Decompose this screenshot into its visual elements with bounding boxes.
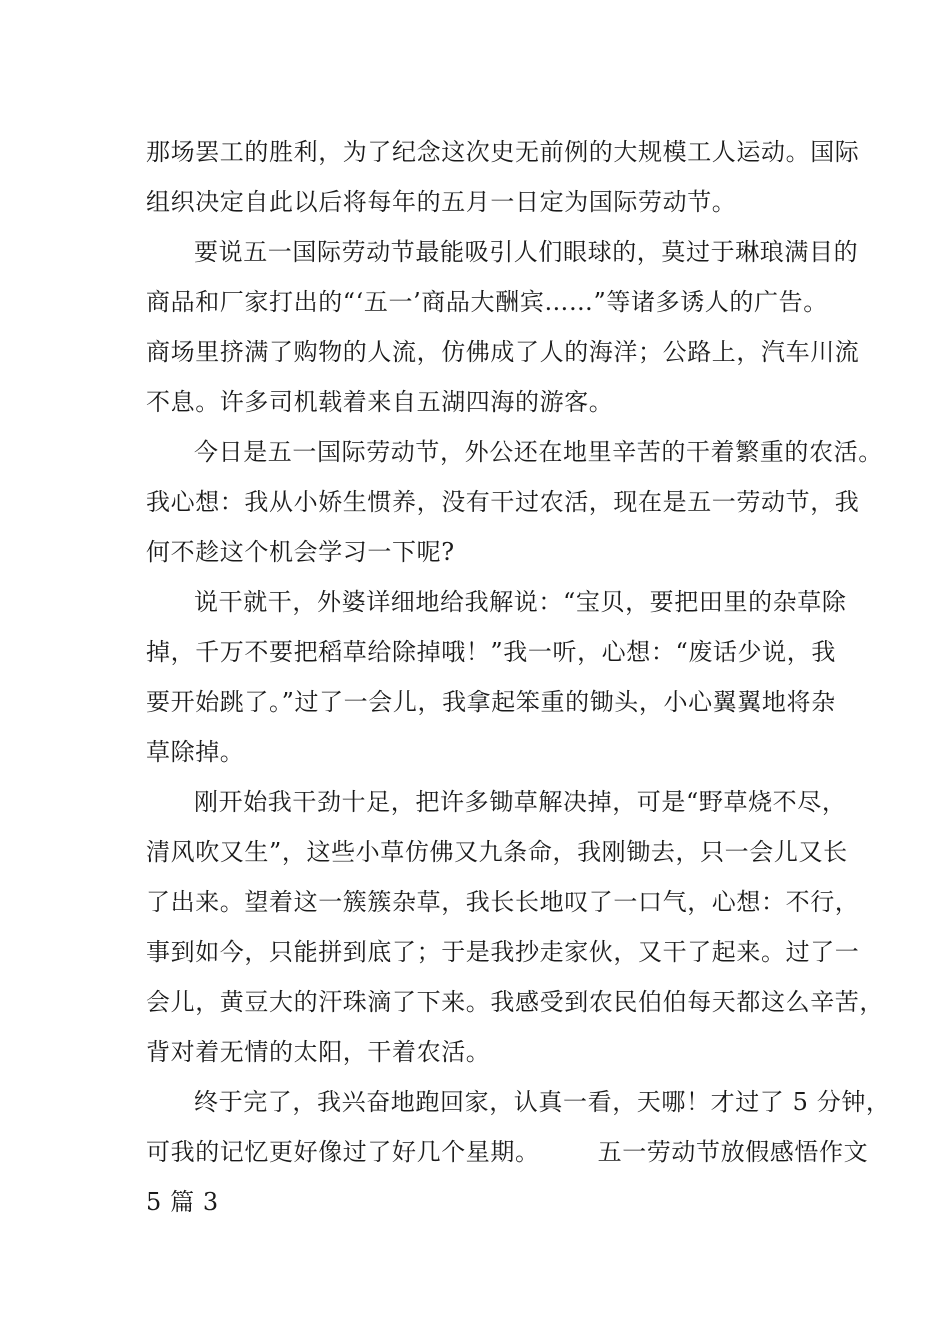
text-line: 事到如今，只能拼到底了；于是我抄走家伙，又干了起来。过了一 [146,938,860,966]
text-line: 何不趁这个机会学习一下呢? [146,538,455,566]
text-line: 清风吹又生”，这些小草仿佛又九条命，我刚锄去，只一会儿又长 [146,838,848,866]
text-line [146,1136,869,1168]
text-line: 了出来。望着这一簇簇杂草，我长长地叹了一口气，心想：不行， [146,888,860,916]
text-line: 不息。许多司机载着来自五湖四海的游客。 [146,388,614,416]
text-segment: 可我的记忆更好像过了好几个星期。 [146,1138,540,1166]
section-heading-continued: 5 篇 3 [146,1188,219,1216]
text-line: 那场罢工的胜利，为了纪念这次史无前例的大规模工人运动。国际 [146,138,860,166]
text-line: 我心想：我从小娇生惯养，没有干过农活，现在是五一劳动节，我 [146,488,860,516]
text-line: 要开始跳了。”过了一会儿，我拿起笨重的锄头，小心翼翼地将杂 [146,688,836,716]
paragraph-start-line: 刚开始我干劲十足，把许多锄草解决掉，可是“野草烧不尽， [194,788,847,816]
paragraph-start-line: 终于完了，我兴奋地跑回家，认真一看，天哪！才过了 5 分钟， [194,1088,891,1116]
text-line: 草除掉。 [146,738,245,766]
paragraph-start-line: 今日是五一国际劳动节，外公还在地里辛苦的干着繁重的农活。 [194,438,883,466]
text-line: 商场里挤满了购物的人流，仿佛成了人的海洋；公路上，汽车川流 [146,338,860,366]
text-line: 会儿，黄豆大的汗珠滴了下来。我感受到农民伯伯每天都这么辛苦， [146,988,884,1016]
text-line: 商品和厂家打出的“‘五一’商品大酬宾……”等诸多诱人的广告。 [146,288,828,316]
text-line: 背对着无情的太阳，干着农活。 [146,1038,491,1066]
paragraph-start-line: 说干就干，外婆详细地给我解说：“宝贝，要把田里的杂草除 [194,588,847,616]
text-line: 组织决定自此以后将每年的五月一日定为国际劳动节。 [146,188,737,216]
paragraph-start-line: 要说五一国际劳动节最能吸引人们眼球的，莫过于琳琅满目的 [194,238,859,266]
section-heading: 五一劳动节放假感悟作文 [597,1138,869,1166]
text-line: 掉，千万不要把稻草给除掉哦！”我一听，心想：“废话少说，我 [146,638,836,666]
